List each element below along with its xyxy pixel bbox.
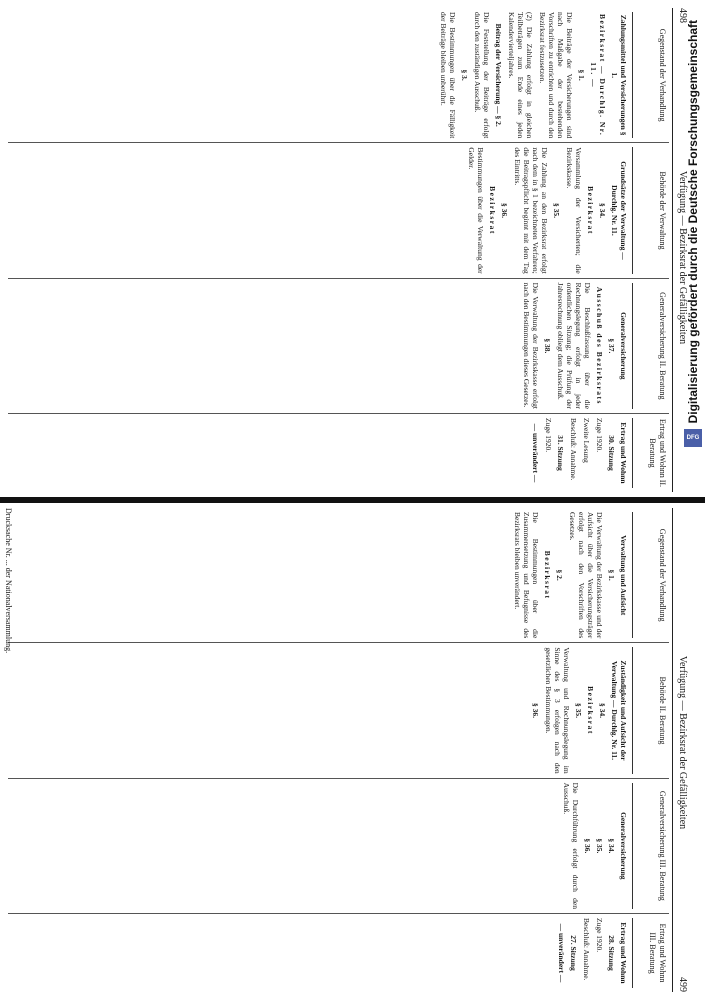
column-head: Gegenstand der Verhandlung [632,12,667,138]
column-right-2 [8,642,669,777]
section-subheading: Bezirksrat [586,686,595,735]
paragraph-mark: § 1. [577,69,586,81]
dfg-logo-icon: DFG [684,429,702,447]
folio-left: 498 [677,8,689,23]
paragraph-mark: § 36. [500,202,509,218]
paragraph-text: Die Verwaltung der Bezirkskasse erfolgt nach den Bestimmungen dieses Gesetzes. [522,282,540,409]
column-right-1 [8,508,669,642]
dfg-notice: Digitalisierung gefördert durch die Deutsche Forschungsgemeinschaft [686,20,700,424]
paragraph-mark: § 35. [552,202,561,218]
paragraph-mark: § 3. [460,69,469,81]
column-head: Ertrag und Wohnn III. Beratung [632,918,667,988]
column-head: Generalversicherung II. Beratung [632,283,667,409]
sitting-label: 27. Sitzung [569,935,578,971]
column-head: Behörde der Verwaltung [632,147,667,273]
paragraph-mark: § 34. [598,202,607,218]
column-head: Generalversicherung III. Beratung [632,783,667,909]
section-heading: Verwaltung und Aufsicht [619,535,628,616]
columns-right [8,508,669,992]
column-right-3 [8,778,669,913]
column-right-4 [8,913,669,992]
section-heading: Generalversicherung [619,812,628,880]
resolution-text: Beschluß: Annahme. [569,417,578,481]
paragraph-mark: § 35. [574,702,583,718]
section-heading: Ertrag und Wohnn [619,922,628,984]
paragraph-mark: § 2. [555,569,564,581]
paragraph-text: Die Beschlußfassung über die Rechnungslegung erfolgt in jeder ordentlichen Sitzung; die Prüfung der Jahresrechnung obliegt dem Ausschuß. [556,282,592,409]
leaf-right [0,500,705,1000]
column-left-4 [8,413,669,492]
section-subheading: Ausschuß des Bezirksrats [595,286,604,405]
unchanged-mark: — unverändert — [557,923,566,983]
section-heading: Zahlungsmittel und Versicherungen § 1. [610,14,628,136]
columns-left [8,8,669,492]
section-heading: Beitrag der Versicherung — § 2. [494,23,503,127]
bottom-note: Drucksache Nr. ... der Nationalversammlung. [4,508,13,654]
column-head: Behörde II. Beratung [632,647,667,773]
column-head: Ertrag und Wohnn II. Beratung [632,418,667,488]
column-head: Gegenstand der Verhandlung [632,512,667,638]
column-left-1 [8,8,669,142]
section-subheading: Bezirksrat [586,186,595,235]
paragraph-text: Die Verwaltung der Bezirkskasse und der Aufsicht über die Versicherungsträger erfolgt nach den Vorschriften des Gesetzes. [568,512,604,639]
sitting-label: 28. Sitzung [607,935,616,971]
paragraph-mark: § 34. [607,838,616,854]
header-rule-left [672,8,673,492]
paragraph-text: (2) Die Zahlung erfolgt in gleichen Teilbeträgen zum Ende eines jeden Kalendervierteljahres. [507,12,534,139]
sitting-date: Zuge 1920. [544,417,553,453]
paragraph-text: Die Bestimmungen über die Zusammensetzung und Befugnisse des Bezirksrats bleiben unverändert. [513,512,540,639]
unchanged-mark: — unverändert — [531,423,540,483]
paragraph-text: Die Zahlung an den Bezirksrat erfolgt nach dem in § 1 bezeichneten Verfahren; die Beitragspflicht beginnt mit dem Tag des Eintritts. [513,147,549,274]
sitting-label: 30. Sitzung [607,435,616,471]
resolution-text: Beschluß: Annahme. [582,917,591,981]
section-heading: Ertrag und Wohnn [619,422,628,484]
paragraph-mark: § 37. [607,338,616,354]
paragraph-mark: § 35. [595,838,604,854]
paragraph-text: Die Beiträge der Versicherungen sind nach Maßgabe der bestehenden Vorschriften zu entrichten und durch den Bezirksrat festzusetzen. [538,12,574,139]
paragraph-text: Die Bestimmungen über die Fälligkeit der Beiträge bleiben unberührt. [439,12,457,139]
running-title-right: Verfügung — Bezirksrat der Gefälligkeiten [677,655,689,830]
section-heading: Zuständigkeit und Aufsicht der Verwaltung — Durchlg. Nr. 11. [610,660,628,761]
section-subheading: Bezirksrat [488,186,497,235]
section-heading: Generalversicherung [619,312,628,380]
paragraph-text: Die Durchführung erfolgt durch den Ausschuß. [562,782,580,909]
paragraph-text: Bestimmungen über die Verwaltung der Gelder. [467,147,485,274]
sitting-date: Zuge 1920. [595,417,604,453]
paragraph-mark: § 36. [583,838,592,854]
section-subheading: Bezirksrat [543,550,552,600]
paragraph-mark: § 1. [607,569,616,581]
running-title-left: Verfügung — Bezirksrat der Gefälligkeiten [677,170,689,345]
section-heading: Grundsätze der Verwaltung — Durchlg. Nr. 11. [610,161,628,260]
column-left-3 [8,278,669,413]
paragraph-text: Verwaltung und Rechnungslegung im Sinne des § 3 erfolgen nach den gesetzlichen Bestimmungen. [544,647,571,774]
column-left-2 [8,142,669,277]
header-rule-right [672,508,673,992]
paragraph-text: Versammlung der Versicherten; die Bezirkskasse. [565,147,583,274]
folio-right: 499 [677,977,689,992]
paragraph-mark: § 36. [531,702,540,718]
paragraph-mark: § 38. [543,338,552,354]
sitting-date: Zuge 1920. [595,917,604,953]
section-subheading: Bezirksrat — Durchlg. Nr. 11. — [589,14,607,137]
dfg-strip [681,0,705,1000]
paragraph-mark: § 34. [598,702,607,718]
sitting-label: 31. Sitzung [556,435,565,471]
reading-label: Zweite Lesung [582,417,591,463]
paragraph-text: Die Feststellung der Beiträge erfolgt durch den zuständigen Ausschuß. [473,12,491,139]
